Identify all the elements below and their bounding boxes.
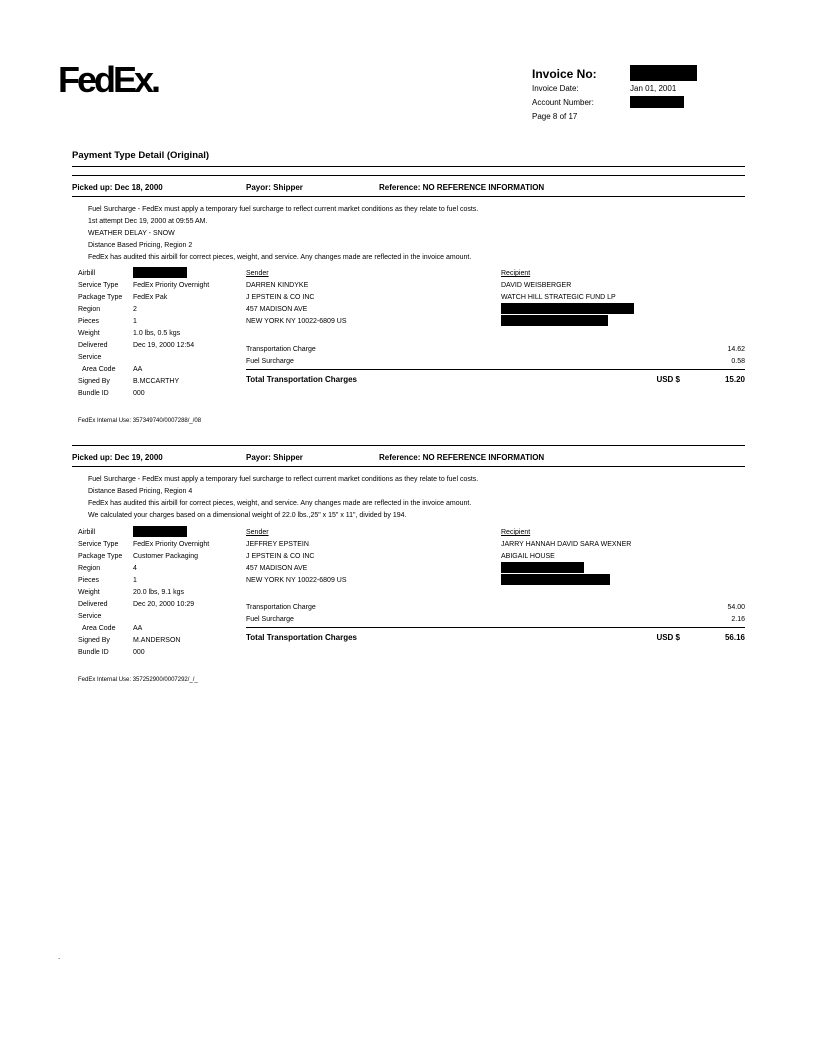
- bundle-id-label: Bundle ID: [78, 649, 109, 656]
- recipient-city-redacted: [501, 315, 608, 326]
- signed-by-value: M.ANDERSON: [133, 637, 181, 644]
- invoice-date-value: Jan 01, 2001: [630, 84, 677, 93]
- service-label: Service: [78, 613, 102, 620]
- bundle-id-value: 000: [133, 390, 145, 397]
- delivered-label: Delivered: [78, 601, 108, 608]
- charge-amount: 14.62: [727, 346, 745, 353]
- area-code-label: Area Code: [82, 625, 116, 632]
- payor: Payor: Shipper: [246, 183, 303, 192]
- service-type-label: Service Type: [78, 541, 119, 548]
- sender-line: J EPSTEIN & CO INC: [246, 294, 315, 301]
- invoice-no-redacted: [630, 65, 697, 81]
- picked-up-date: Picked up: Dec 19, 2000: [72, 453, 163, 462]
- sender-line: NEW YORK NY 10022-6809 US: [246, 318, 347, 325]
- shipment-note: Distance Based Pricing, Region 4: [88, 488, 193, 495]
- package-type-value: FedEx Pak: [133, 294, 168, 301]
- recipient-line: ABIGAIL HOUSE: [501, 553, 555, 560]
- package-type-value: Customer Packaging: [133, 553, 198, 560]
- charge-amount: 2.16: [731, 616, 745, 623]
- account-number-label: Account Number:: [532, 98, 594, 107]
- airbill-label: Airbill: [78, 270, 96, 277]
- sender-label: Sender: [246, 529, 269, 536]
- sender-line: JEFFREY EPSTEIN: [246, 541, 309, 548]
- airbill-label: Airbill: [78, 529, 96, 536]
- pieces-value: 1: [133, 577, 137, 584]
- recipient-label: Recipient: [501, 270, 531, 277]
- area-code-value: AA: [133, 625, 143, 632]
- shipment-note: FedEx has audited this airbill for correct pieces, weight, and service. Any changes made are reflected in the invoice amount.: [88, 500, 472, 507]
- sender-line: J EPSTEIN & CO INC: [246, 553, 315, 560]
- shipment-note: Fuel Surcharge - FedEx must apply a temporary fuel surcharge to reflect current market conditions as they relate to fuel costs.: [88, 206, 479, 213]
- total-amount: 15.20: [724, 375, 745, 384]
- service-type-value: FedEx Priority Overnight: [133, 282, 210, 289]
- recipient-line: JARRY HANNAH DAVID SARA WEXNER: [501, 541, 632, 548]
- payor: Payor: Shipper: [246, 453, 303, 462]
- invoice-date-label: Invoice Date:: [532, 84, 579, 93]
- internal-use: FedEx Internal Use: 357252900/0007292/_/_: [78, 677, 198, 683]
- signed-by-label: Signed By: [78, 637, 110, 644]
- weight-label: Weight: [78, 330, 100, 337]
- charge-amount: 0.58: [731, 358, 745, 365]
- reference: Reference: NO REFERENCE INFORMATION: [379, 453, 545, 462]
- section-title-rule: [72, 166, 745, 167]
- charge-label: Fuel Surcharge: [246, 358, 294, 365]
- service-type-value: FedEx Priority Overnight: [133, 541, 210, 548]
- pieces-value: 1: [133, 318, 137, 325]
- charges-rule: [246, 627, 745, 628]
- bundle-id-value: 000: [133, 649, 145, 656]
- shipment-top-rule: [72, 445, 745, 446]
- recipient-city-redacted: [501, 574, 610, 585]
- fedex-logo: [58, 58, 168, 98]
- sender-line: 457 MADISON AVE: [246, 565, 308, 572]
- charges-rule: [246, 369, 745, 370]
- charge-amount: 54.00: [727, 604, 745, 611]
- shipment-note: WEATHER DELAY - SNOW: [88, 230, 175, 237]
- shipment-note: FedEx has audited this airbill for correct pieces, weight, and service. Any changes made are reflected in the invoice amount.: [88, 254, 472, 261]
- weight-label: Weight: [78, 589, 100, 596]
- region-value: 2: [133, 306, 137, 313]
- fedex-logo-text: FedEx.: [58, 59, 159, 98]
- airbill-redacted: [133, 267, 187, 278]
- charge-label: Transportation Charge: [246, 346, 316, 353]
- area-code-label: Area Code: [82, 366, 116, 373]
- pieces-label: Pieces: [78, 577, 100, 584]
- shipment-header-rule: [72, 466, 745, 467]
- region-value: 4: [133, 565, 137, 572]
- delivered-value: Dec 20, 2000 10:29: [133, 601, 195, 608]
- account-number-redacted: [630, 96, 684, 108]
- recipient-label: Recipient: [501, 529, 531, 536]
- recipient-address-redacted: [501, 562, 584, 573]
- delivered-value: Dec 19, 2000 12:54: [133, 342, 195, 349]
- region-label: Region: [78, 306, 101, 313]
- picked-up-date: Picked up: Dec 18, 2000: [72, 183, 163, 192]
- sender-line: DARREN KINDYKE: [246, 282, 309, 289]
- currency-label: USD $: [656, 633, 680, 642]
- section-title: Payment Type Detail (Original): [72, 150, 210, 161]
- sender-label: Sender: [246, 270, 269, 277]
- shipment-note: Fuel Surcharge - FedEx must apply a temporary fuel surcharge to reflect current market conditions as they relate to fuel costs.: [88, 476, 479, 483]
- recipient-address-redacted: [501, 303, 634, 314]
- weight-value: 20.0 lbs, 9.1 kgs: [133, 589, 184, 596]
- area-code-value: AA: [133, 366, 143, 373]
- shipment-top-rule: [72, 175, 745, 176]
- internal-use: FedEx Internal Use: 357349740/0007288/_/08: [78, 418, 202, 424]
- service-type-label: Service Type: [78, 282, 119, 289]
- signed-by-label: Signed By: [78, 378, 110, 385]
- total-label: Total Transportation Charges: [246, 633, 357, 642]
- recipient-line: DAVID WEISBERGER: [501, 282, 572, 289]
- region-label: Region: [78, 565, 101, 572]
- charge-label: Fuel Surcharge: [246, 616, 294, 623]
- pieces-label: Pieces: [78, 318, 100, 325]
- total-label: Total Transportation Charges: [246, 375, 357, 384]
- signed-by-value: B.MCCARTHY: [133, 378, 180, 385]
- shipment-note: 1st attempt Dec 19, 2000 at 09:55 AM.: [88, 218, 208, 225]
- service-label: Service: [78, 354, 102, 361]
- total-amount: 56.16: [724, 633, 745, 642]
- invoice-no-label: Invoice No:: [532, 67, 597, 81]
- airbill-redacted: [133, 526, 187, 537]
- currency-label: USD $: [656, 375, 680, 384]
- fedex-logo-mark: [58, 58, 168, 98]
- page-indicator: Page 8 of 17: [532, 112, 578, 121]
- shipment-header-rule: [72, 196, 745, 197]
- recipient-line: WATCH HILL STRATEGIC FUND LP: [501, 294, 616, 301]
- reference: Reference: NO REFERENCE INFORMATION: [379, 183, 545, 192]
- shipment-note: We calculated your charges based on a dimensional weight of 22.0 lbs.,25" x 15" x 11", divided by 194.: [88, 512, 407, 519]
- package-type-label: Package Type: [78, 294, 123, 301]
- shipment-note: Distance Based Pricing, Region 2: [88, 242, 193, 249]
- sender-line: NEW YORK NY 10022-6809 US: [246, 577, 347, 584]
- bundle-id-label: Bundle ID: [78, 390, 109, 397]
- charge-label: Transportation Charge: [246, 604, 316, 611]
- footer-mark: .: [58, 952, 61, 961]
- weight-value: 1.0 lbs, 0.5 kgs: [133, 330, 181, 337]
- sender-line: 457 MADISON AVE: [246, 306, 308, 313]
- package-type-label: Package Type: [78, 553, 123, 560]
- delivered-label: Delivered: [78, 342, 108, 349]
